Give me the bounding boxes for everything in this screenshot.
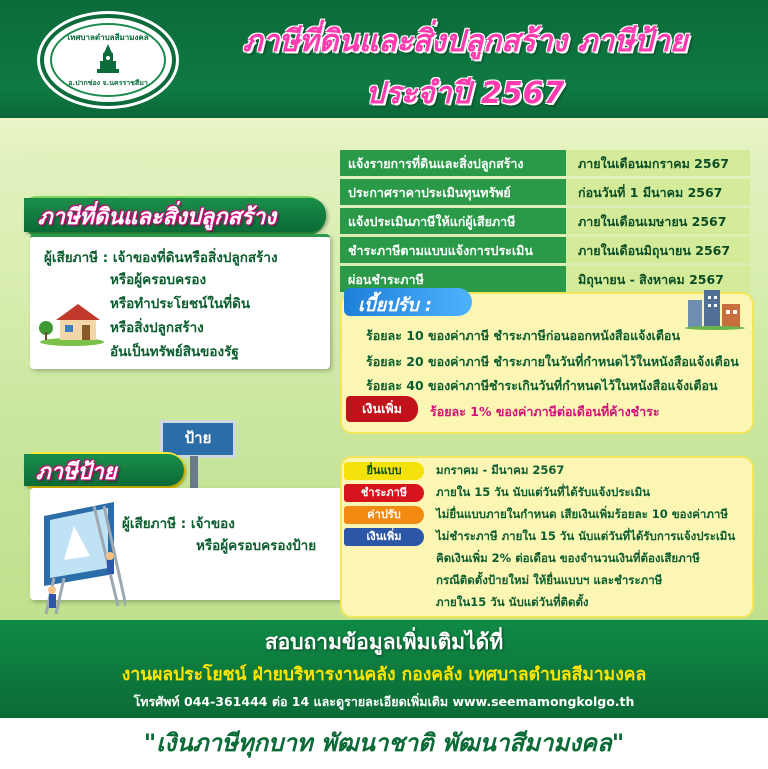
- sign-row-tag: เงินเพิ่ม: [344, 528, 424, 546]
- land-taxpayer-line: หรือผู้ครอบครอง: [110, 272, 207, 288]
- sign-row-tag: ค่าปรับ: [344, 506, 424, 524]
- land-taxpayer-line: หรือสิ่งปลูกสร้าง: [110, 320, 204, 336]
- sign-post-label: ป้าย: [160, 420, 236, 458]
- land-taxpayer-line: หรือทำประโยชน์ในที่ดิน: [110, 296, 251, 312]
- sign-row-text: ไม่ชำระภาษี ภายใน 15 วัน นับแต่วันที่ได้รับการแจ้งประเมิน: [436, 529, 736, 543]
- sign-row-text: ไม่ยื่นแบบภายในกำหนด เสียเงินเพิ่มร้อยละ 10 ของค่าภาษี: [436, 507, 728, 521]
- schedule-step: ประกาศราคาประเมินทุนทรัพย์: [340, 179, 566, 205]
- penalty-line: ร้อยละ 20 ของค่าภาษี ชำระภายในวันที่กำหนดไว้ในหนังสือแจ้งเตือน: [366, 354, 739, 369]
- schedule-deadline: ภายในเดือนเมษายน 2567: [566, 208, 750, 234]
- surcharge-tag: เงินเพิ่ม: [346, 396, 418, 422]
- table-row: [340, 237, 750, 263]
- table-row: [340, 208, 750, 234]
- sign-row-text: มกราคม - มีนาคม 2567: [436, 463, 565, 477]
- table-row: [340, 179, 750, 205]
- schedule-step: ชำระภาษีตามแบบแจ้งการประเมิน: [340, 237, 566, 263]
- penalty-line: ร้อยละ 10 ของค่าภาษี ชำระภาษีก่อนออกหนังสือแจ้งเตือน: [366, 328, 680, 343]
- sign-note-line: ภายใน15 วัน นับแต่วันที่ติดตั้ง: [436, 595, 589, 609]
- sign-post-stick: [190, 456, 198, 492]
- sign-note-line: คิดเงินเพิ่ม 2% ต่อเดือน ของจำนวนเงินที่ต้องเสียภาษี: [436, 551, 700, 565]
- municipality-logo: [40, 14, 176, 106]
- schedule-deadline: มิถุนายน - สิงหาคม 2567: [566, 266, 750, 292]
- schedule-step: แจ้งประเมินภาษีให้แก่ผู้เสียภาษี: [340, 208, 566, 234]
- table-row: [340, 150, 750, 176]
- logo-text-bottom: อ.ปากช่อง จ.นครราชสีมา: [68, 79, 148, 87]
- sign-banner-label: ภาษีป้าย: [36, 460, 117, 485]
- land-taxpayer-line: ผู้เสียภาษี : เจ้าของที่ดินหรือสิ่งปลูกสร้าง: [44, 250, 278, 266]
- land-banner-label: ภาษีที่ดินและสิ่งปลูกสร้าง: [38, 205, 276, 230]
- sign-note-line: กรณีติดตั้งป้ายใหม่ ให้ยื่นแบบฯ และชำระภาษี: [436, 573, 663, 587]
- schedule-step: ผ่อนชำระภาษี: [340, 266, 566, 292]
- sign-row-tag: ชำระภาษี: [344, 484, 424, 502]
- page-subtitle-year: ประจำปี 2567: [365, 76, 565, 111]
- sign-row-tag: ยื่นแบบ: [344, 462, 424, 480]
- house-icon: [38, 298, 106, 346]
- penalty-line: ร้อยละ 40 ของค่าภาษีชำระเกินวันที่กำหนดไว้ในหนังสือแจ้งเตือน: [366, 378, 718, 393]
- sign-taxpayer-line: หรือผู้ครอบครองป้าย: [196, 538, 317, 554]
- sign-taxpayer-line: ผู้เสียภาษี : เจ้าของ: [122, 516, 235, 532]
- slogan: "เงินภาษีทุกบาท พัฒนาชาติ พัฒนาสีมามงคล": [143, 729, 625, 757]
- land-taxpayer-line: อันเป็นทรัพย์สินของรัฐ: [110, 344, 239, 360]
- land-schedule-table: [340, 150, 750, 295]
- schedule-step: แจ้งรายการที่ดินและสิ่งปลูกสร้าง: [340, 150, 566, 176]
- logo-ring: [50, 23, 166, 97]
- contact-phone-website: โทรศัพท์ 044-361444 ต่อ 14 และดูรายละเอียดเพิ่มเติม www.seemamongkolgo.th: [133, 694, 635, 709]
- surcharge-text: ร้อยละ 1% ของค่าภาษีต่อเดือนที่ค้างชำระ: [430, 404, 660, 419]
- logo-text-top: เทศบาลตำบลสีมามงคล: [67, 33, 149, 42]
- city-buildings-icon: [684, 286, 746, 330]
- temple-emblem-icon: [95, 43, 121, 75]
- contact-heading: สอบถามข้อมูลเพิ่มเติมได้ที่: [264, 630, 504, 654]
- schedule-deadline: ภายในเดือนมกราคม 2567: [566, 150, 750, 176]
- schedule-deadline: ก่อนวันที่ 1 มีนาคม 2567: [566, 179, 750, 205]
- contact-office: งานผลประโยชน์ ฝ่ายบริหารงานคลัง กองคลัง เทศบาลตำบลสีมามงคล: [121, 665, 647, 685]
- billboard-workers-icon: [34, 496, 126, 616]
- schedule-deadline: ภายในเดือนมิถุนายน 2567: [566, 237, 750, 263]
- page-title: ภาษีที่ดินและสิ่งปลูกสร้าง ภาษีป้าย: [242, 24, 688, 59]
- sign-row-text: ภายใน 15 วัน นับแต่วันที่ได้รับแจ้งประเมิน: [436, 485, 651, 499]
- penalty-tag: เบี้ยปรับ :: [344, 288, 472, 316]
